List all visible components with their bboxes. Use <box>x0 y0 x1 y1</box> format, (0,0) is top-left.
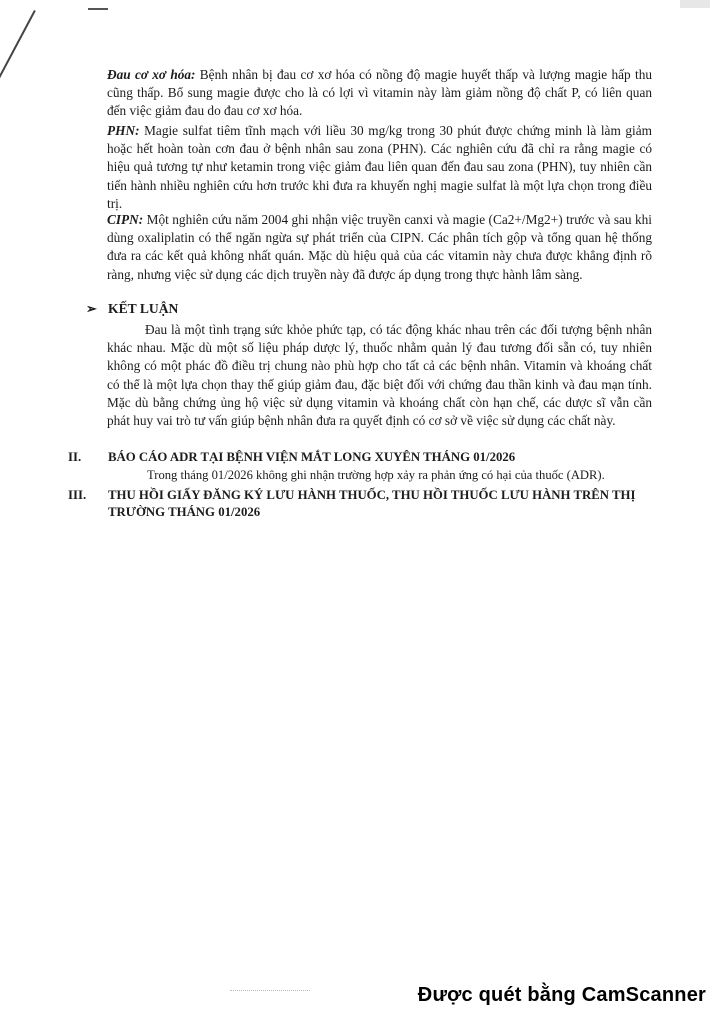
arrow-bullet-icon: ➢ <box>86 301 97 316</box>
cipn-label: CIPN: <box>107 212 144 227</box>
phn-text: Magie sulfat tiêm tĩnh mạch với liều 30 mg/kg trong 30 phút được chứng minh là làm giảm hoặc hết hoàn toàn cơn đau ở bệnh nhân sau zona (PHN). Các nghiên cứu đã chỉ ra rằng magie có hiệu quả tương tự như ketamin trong việc giảm đau liên quan đến đau sau zona (PHN), tuy nhiên cần tiến hành nhiều nghiên cứu hơn trước khi đưa ra khuyến nghị magie sulfat là một lựa chọn trong điều trị. <box>107 123 652 211</box>
section-3-heading <box>68 487 658 521</box>
fibromyalgia-text: Bệnh nhân bị đau cơ xơ hóa có nồng độ magie huyết thấp và lượng magie hấp thu cũng thấp. Bổ sung magie được cho là có lợi vì vitamin này làm giảm nồng độ chất P, có liên quan đến việc giảm đau do đau cơ xơ hóa. <box>107 67 652 119</box>
section-3-number: III. <box>68 488 87 502</box>
scan-edge-mark <box>88 8 108 16</box>
section-2-number: II. <box>68 450 82 464</box>
paragraph-phn <box>107 122 652 213</box>
scan-corner-shadow <box>680 0 710 8</box>
paragraph-cipn <box>107 211 652 284</box>
conclusion-heading-text: KẾT LUẬN <box>108 301 179 316</box>
section-2-body: Trong tháng 01/2026 không ghi nhận trường hợp xảy ra phản ứng có hại của thuốc (ADR). <box>147 468 605 482</box>
scan-edge-line <box>0 10 36 99</box>
section-2-title: BÁO CÁO ADR TẠI BỆNH VIỆN MẮT LONG XUYÊN THÁNG 01/2026 <box>108 450 516 464</box>
scan-artifact <box>230 990 310 994</box>
camscanner-watermark: Được quét bằng CamScanner <box>417 984 706 1006</box>
conclusion-heading <box>86 301 178 317</box>
cipn-text: Một nghiên cứu năm 2004 ghi nhận việc truyền canxi và magie (Ca2+/Mg2+) trước và sau khi dùng oxaliplatin có thể ngăn ngừa sự phát triển của CIPN. Các phân tích gộp và tổng quan hệ thống đưa ra các kết quả không nhất quán. Mặc dù hiệu quả của các vitamin này chưa được khẳng định rõ ràng, nhưng việc sử dụng các dịch truyền này đã được áp dụng trong thực hành lâm sàng. <box>107 212 652 282</box>
section-2-heading <box>68 449 658 466</box>
phn-label: PHN: <box>107 123 140 138</box>
section-3-title: THU HỒI GIẤY ĐĂNG KÝ LƯU HÀNH THUỐC, THU HỒI THUỐC LƯU HÀNH TRÊN THỊ TRƯỜNG THÁNG 01/2026 <box>108 488 636 519</box>
conclusion-paragraph: Đau là một tình trạng sức khỏe phức tạp, có tác động khác nhau trên các đối tượng bệnh nhân khác nhau. Mặc dù một số liệu pháp dược lý, thuốc nhằm quản lý đau tương đối sẵn có, tuy nhiên không có một phác đồ điều trị chung nào phù hợp cho tất cả các bệnh nhân. Vitamin và khoáng chất có thể là một lựa chọn thay thế giúp giảm đau, đặc biệt đối với chứng đau thần kinh và đau mạn tính. Mặc dù bằng chứng ủng hộ việc sử dụng vitamin và khoáng chất còn hạn chế, các dược sĩ vẫn cần phát huy vai trò tư vấn giúp bệnh nhân đưa ra quyết định có cơ sở về việc sử dụng các chất này. <box>107 322 652 429</box>
paragraph-fibromyalgia <box>107 66 652 121</box>
fibromyalgia-label: Đau cơ xơ hóa: <box>107 67 196 82</box>
